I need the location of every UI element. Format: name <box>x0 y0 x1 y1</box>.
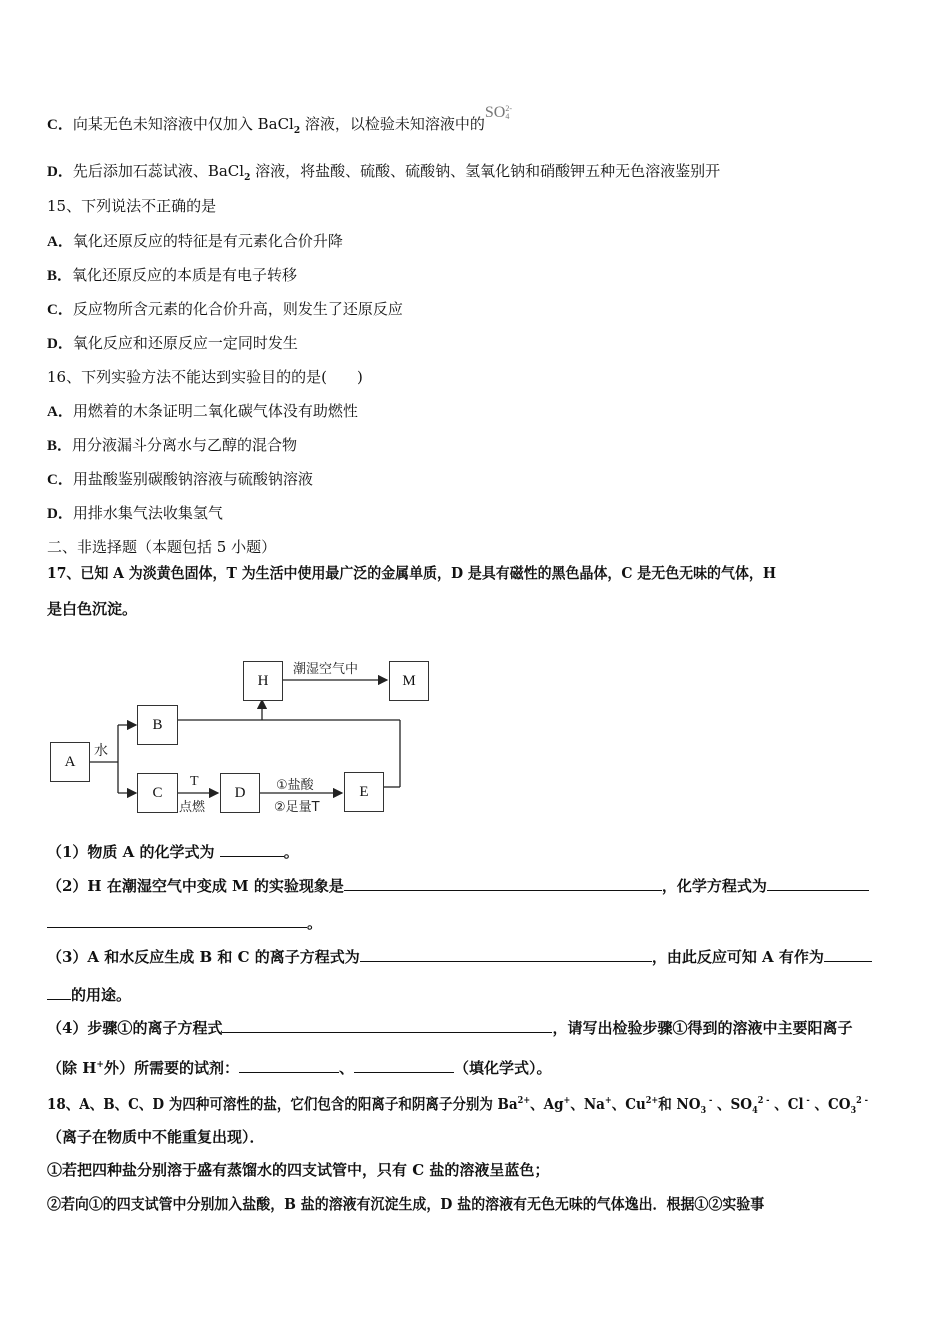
q17-part2-cont: 。 <box>47 913 322 933</box>
q16-option-d: D．用排水集气法收集氢气 <box>47 504 223 522</box>
q18-stem-line2: （离子在物质中不能重复出现）． <box>47 1128 265 1146</box>
answer-blank[interactable] <box>239 1058 339 1073</box>
label-step2-excess-t: ②足量T <box>274 800 320 815</box>
q17-stem-line2: 是白色沉淀。 <box>47 600 138 618</box>
answer-blank[interactable] <box>222 1018 552 1033</box>
label-ignite: 点燃 <box>179 800 206 815</box>
sulfate-ion-formula: SO 2- 4 <box>484 104 513 122</box>
q17-part2: （2）H 在潮湿空气中变成 M 的实验现象是 ，化学方程式为 <box>47 876 869 896</box>
answer-blank[interactable] <box>47 985 71 1000</box>
q15-option-d: D．氧化反应和还原反应一定同时发生 <box>47 334 298 352</box>
q17-stem-line1: 17、已知 A 为淡黄色固体，T 为生活中使用最广泛的金属单质，D 是具有磁性的黑色晶体，C 是无色无味的气体，H <box>47 564 777 582</box>
node-a: A <box>50 742 90 782</box>
section-title: 二、非选择题（本题包括 5 小题） <box>47 538 277 556</box>
q17-part4: （4）步骤①的离子方程式 ，请写出检验步骤①得到的溶液中主要阳离子 <box>47 1019 853 1037</box>
node-b: B <box>137 705 178 745</box>
q17-part3-cont: 的用途。 <box>47 985 131 1005</box>
q18-clue1: ①若把四种盐分别溶于盛有蒸馏水的四支试管中，只有 C 盐的溶液呈蓝色； <box>47 1161 550 1179</box>
answer-blank[interactable] <box>360 947 652 962</box>
answer-blank[interactable] <box>824 947 872 962</box>
label-water: 水 <box>94 743 108 759</box>
label-humid-air: 潮湿空气中 <box>293 662 359 677</box>
answer-blank[interactable] <box>220 842 284 857</box>
q18-stem: 18、A、B、C、D 为四种可溶性的盐，它们包含的阳离子和阴离子分别为 $Ba^{2+}$、Ag+、Na+、$Cu^{2+}$和 $NO_3$ - 、$SO_4^{2 -}$ 、Cl - 、$CO_3^{2 -}$ <box>47 1095 868 1116</box>
q15-option-c: C．反应物所含元素的化合价升高，则发生了还原反应 <box>47 300 403 318</box>
q17-part3: （3）A 和水反应生成 B 和 C 的离子方程式为 ，由此反应可知 A 有作为 <box>47 947 872 967</box>
q15-option-b: B．氧化还原反应的本质是有电子转移 <box>47 266 298 284</box>
q16-option-a: A．用燃着的木条证明二氧化碳气体没有助燃性 <box>47 402 358 420</box>
node-h: H <box>243 661 283 701</box>
answer-blank[interactable] <box>354 1058 454 1073</box>
q15-option-a: A．氧化还原反应的特征是有元素化合价升降 <box>47 232 343 250</box>
answer-blank[interactable] <box>767 876 869 891</box>
node-e: E <box>344 772 384 812</box>
node-m: M <box>389 661 429 701</box>
q18-clue2: ②若向①的四支试管中分别加入盐酸，B 盐的溶液有沉淀生成，D 盐的溶液有无色无味的气体逸出．根据①②实验事 <box>47 1195 765 1213</box>
q14-option-c: C．向某无色未知溶液中仅加入 BaCl$_2$ 溶液，以检验未知溶液中的SO 2- 4 <box>47 104 513 136</box>
node-c: C <box>137 773 178 813</box>
reaction-flow-diagram <box>40 650 440 820</box>
label-step1-hcl: ①盐酸 <box>276 778 314 793</box>
node-d: D <box>220 773 260 813</box>
q17-part1: （1）物质 A 的化学式为 。 <box>47 843 299 861</box>
q14-option-d: D．先后添加石蕊试液、BaCl$_2$ 溶液，将盐酸、硫酸、硫酸钠、氢氧化钠和硝酸钾五种无色溶液鉴别开 <box>47 162 721 183</box>
option-letter: C． <box>47 117 73 133</box>
answer-blank[interactable] <box>47 913 307 928</box>
q15-stem: 15、下列说法不正确的是 <box>47 197 217 215</box>
q16-option-c: C．用盐酸鉴别碳酸钠溶液与硫酸钠溶液 <box>47 470 313 488</box>
answer-blank[interactable] <box>344 876 662 891</box>
q16-stem: 16、下列实验方法不能达到实验目的的是( ) <box>47 368 363 386</box>
q16-option-b: B．用分液漏斗分离水与乙醇的混合物 <box>47 436 298 454</box>
label-t: T <box>190 774 199 789</box>
q17-part4-cont: （除 H+外）所需要的试剂： 、 （填化学式）。 <box>47 1059 552 1077</box>
